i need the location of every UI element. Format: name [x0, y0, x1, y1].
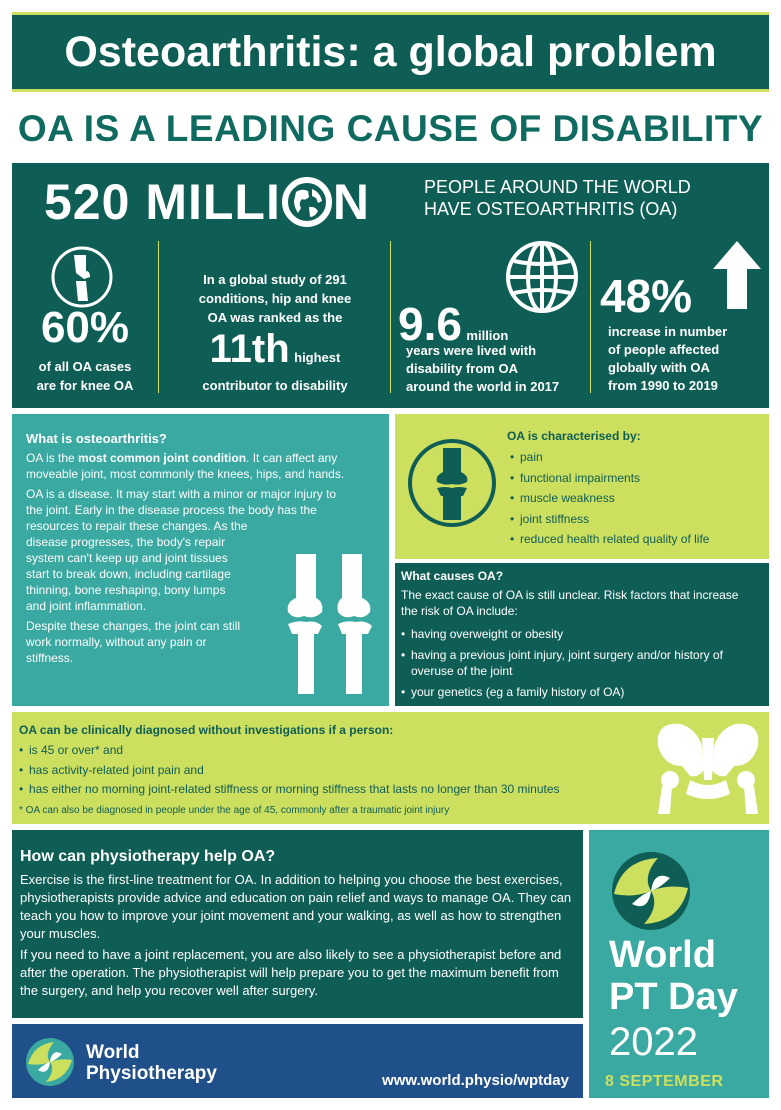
what-is-oa-p3: Despite these changes, the joint can still work normally, without any pain or stiffness.: [26, 619, 241, 665]
headline-number-left: 520 MILLI: [44, 174, 281, 230]
diagnosis-footnote: * OA can also be diagnosed in people under the age of 45, commonly after a traumatic joint injury: [19, 805, 450, 816]
list-item: • has activity-related joint pain and: [19, 761, 560, 781]
knee-bones-icon: [284, 554, 380, 694]
footer-bar: [12, 1024, 583, 1098]
list-item: • having overweight or obesity: [401, 626, 763, 642]
diagnosis-title: OA can be clinically diagnosed without investigations if a person:: [19, 723, 394, 737]
list-item: • has either no morning joint-related stiffness or morning stiffness that lasts no longer than 30 minutes: [19, 780, 560, 800]
physio-text: [20, 871, 576, 1000]
list-item: • joint stiffness: [510, 509, 709, 530]
list-item: • muscle weakness: [510, 488, 709, 509]
ranking-suffix: highest: [294, 350, 341, 365]
list-item: • is 45 or over* and: [19, 741, 560, 761]
causes-title: What causes OA?: [401, 569, 504, 583]
list-item: • having a previous joint injury, joint surgery and/or history of overuse of the joint: [401, 647, 763, 679]
diagnosis-panel: [12, 712, 769, 824]
subtitle: OA IS A LEADING CAUSE OF DISABILITY: [17, 108, 764, 149]
years-label: years were lived with disability from OA around the world in 2017: [406, 343, 560, 394]
ranking-value: 11th: [209, 327, 290, 371]
increase-label: increase in number of people affected globally with OA from 1990 to 2019: [608, 324, 728, 393]
what-is-oa-p2: OA is a disease. It may start with a minor or major injury to the joint. Early in the disease process the body has the resources to repair these changes. As the disease progresses, the body's repair system can't keep up and joint tissues start to break down, including cartilage thinning, bone reshaping, bony lumps and joint inflammation.: [26, 487, 337, 613]
pt-day-panel: [589, 830, 769, 1098]
pelvis-icon: [652, 718, 764, 814]
pt-day-title: World PT Day: [609, 934, 738, 1018]
headline-text: [424, 176, 691, 220]
headline-line-1: PEOPLE AROUND THE WORLD: [424, 177, 691, 197]
knee-joint-icon: [50, 245, 114, 309]
footer-url[interactable]: www.world.physio/wptday: [382, 1072, 569, 1089]
causes-list: [401, 626, 763, 700]
characterised-title: OA is characterised by:: [507, 429, 641, 443]
header-banner: [12, 15, 769, 89]
physio-title: How can physiotherapy help OA?: [20, 848, 276, 865]
ranking-intro: In a global study of 291 conditions, hip and knee OA was ranked as the: [198, 272, 352, 325]
headline-line-2: HAVE OSTEOARTHRITIS (OA): [424, 199, 678, 219]
up-arrow-icon: [711, 239, 763, 311]
years-value: 9.6: [398, 298, 462, 350]
years-unit: million: [466, 328, 509, 343]
stats-panel: [12, 163, 769, 408]
what-is-oa-title: What is osteoarthritis?: [26, 431, 167, 446]
characterised-panel: [395, 414, 769, 559]
stat-divider-1: [158, 241, 159, 393]
list-item: • your genetics (eg a family history of OA): [401, 684, 763, 700]
causes-panel: [395, 563, 769, 706]
knee-stat-label: of all OA cases are for knee OA: [36, 359, 134, 393]
what-is-oa-p1: OA is the most common joint condition. It can affect any moveable joint, most commonly the knees, hips, and hands.: [26, 451, 345, 481]
ranking-label: contributor to disability: [202, 378, 348, 393]
list-item: • reduced health related quality of life: [510, 529, 709, 550]
page-title: Osteoarthritis: a global problem: [64, 28, 717, 76]
physio-p1: Exercise is the first-line treatment for OA. In addition to helping you choose the best exercises, physiotherapists provide advice and education on pain relief and ways to manage OA. They can teach you how to improve your joint movement and your walking, as well as how to strengthen your muscles.: [20, 872, 572, 941]
increase-value: 48%: [600, 270, 693, 322]
list-item: • functional impairments: [510, 468, 709, 489]
world-physiotherapy-logo-icon: [24, 1036, 76, 1088]
pt-day-date: 8 SEPTEMBER: [605, 1073, 724, 1090]
list-item: • pain: [510, 447, 709, 468]
globe-grid-icon: [504, 239, 580, 315]
headline-number: [44, 173, 370, 231]
header-bottom-rule: [12, 89, 769, 92]
what-is-oa-panel: [12, 414, 389, 706]
pt-day-year: 2022: [609, 1020, 698, 1064]
pt-day-logo-icon: [610, 850, 692, 932]
knee-stat-value: 60%: [40, 303, 130, 352]
physio-panel: [12, 830, 583, 1018]
headline-number-right: N: [332, 174, 370, 230]
knee-circle-icon: [407, 430, 497, 536]
ranking-value-row: [164, 327, 386, 372]
causes-intro: The exact cause of OA is still unclear. Risk factors that increase the risk of OA include:: [401, 588, 739, 618]
footer-logo-text: World Physiotherapy: [86, 1042, 217, 1084]
diagnosis-list: [19, 741, 560, 800]
characterised-list: [510, 447, 709, 550]
stat-divider-3: [590, 241, 591, 393]
physio-p2: If you need to have a joint replacement, you are also likely to see a physiotherapist before and after the operation. The physiotherapist will help prepare you to get the maximum benefit from the surgery, and help you recover well after surgery.: [20, 947, 562, 998]
stat-divider-2: [390, 241, 391, 393]
globe-icon: [282, 177, 332, 227]
